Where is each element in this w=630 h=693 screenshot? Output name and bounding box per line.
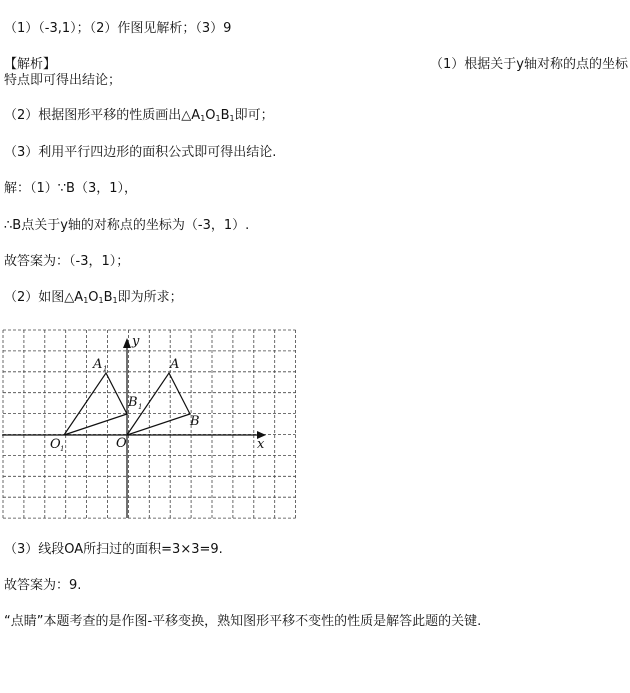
label-O1-sub: 1 (60, 445, 65, 453)
label-B: B (190, 414, 200, 429)
analysis-point3: （3）利用平行四边形的面积公式即可得出结论. (4, 145, 277, 160)
solution-line2: ∴B点关于y轴的对称点的坐标为（-3，1）. (4, 218, 250, 233)
coordinate-grid-figure (2, 329, 296, 519)
triangle-name: $A_1O_1B_1$ (74, 290, 118, 305)
dashed-grid (3, 330, 296, 518)
solution-line6: 故答案为：9. (4, 578, 82, 593)
y-axis-label: y (132, 334, 140, 349)
triangle-A1O1B1 (64, 373, 127, 435)
label-A: A (170, 357, 180, 372)
solution-line4: （2）如图$\triangle A_1O_1B_1$即为所求； (4, 290, 183, 305)
analysis-tag: 【解析】 (4, 57, 57, 72)
analysis-point1: （1）根据关于y轴对称的点的坐标 (430, 57, 628, 72)
analysis-point2: （2）根据图形平移的性质画出$\triangle A_1O_1B_1$即可； (4, 108, 274, 123)
label-B1: B (128, 395, 138, 410)
x-axis-label: x (257, 437, 265, 452)
label-O1: O (50, 437, 61, 452)
solution-comment: “点睛”本题考查的是作图-平移变换，熟知图形平移不变性的性质是解答此题的关键. (4, 614, 482, 629)
solution-line1: 解：（1）∵B（3，1）， (4, 181, 138, 196)
label-O: O (116, 436, 127, 451)
triangle-name: $A_1O_1B_1$ (191, 108, 235, 123)
analysis-point1-cont: 特点即可得出结论； (4, 73, 122, 88)
y-axis-arrow-icon (123, 338, 131, 348)
solution-line3: 故答案为：（-3，1）； (4, 254, 130, 269)
label-A1-sub: 1 (103, 365, 108, 373)
label-A1: A (93, 357, 103, 372)
label-B1-sub: 1 (138, 403, 143, 411)
answer-summary: （1）（-3,1）；（2）作图见解析；（3）9 (4, 21, 232, 36)
solution-line5: （3）线段OA所扫过的面积=3×3=9. (4, 542, 223, 557)
